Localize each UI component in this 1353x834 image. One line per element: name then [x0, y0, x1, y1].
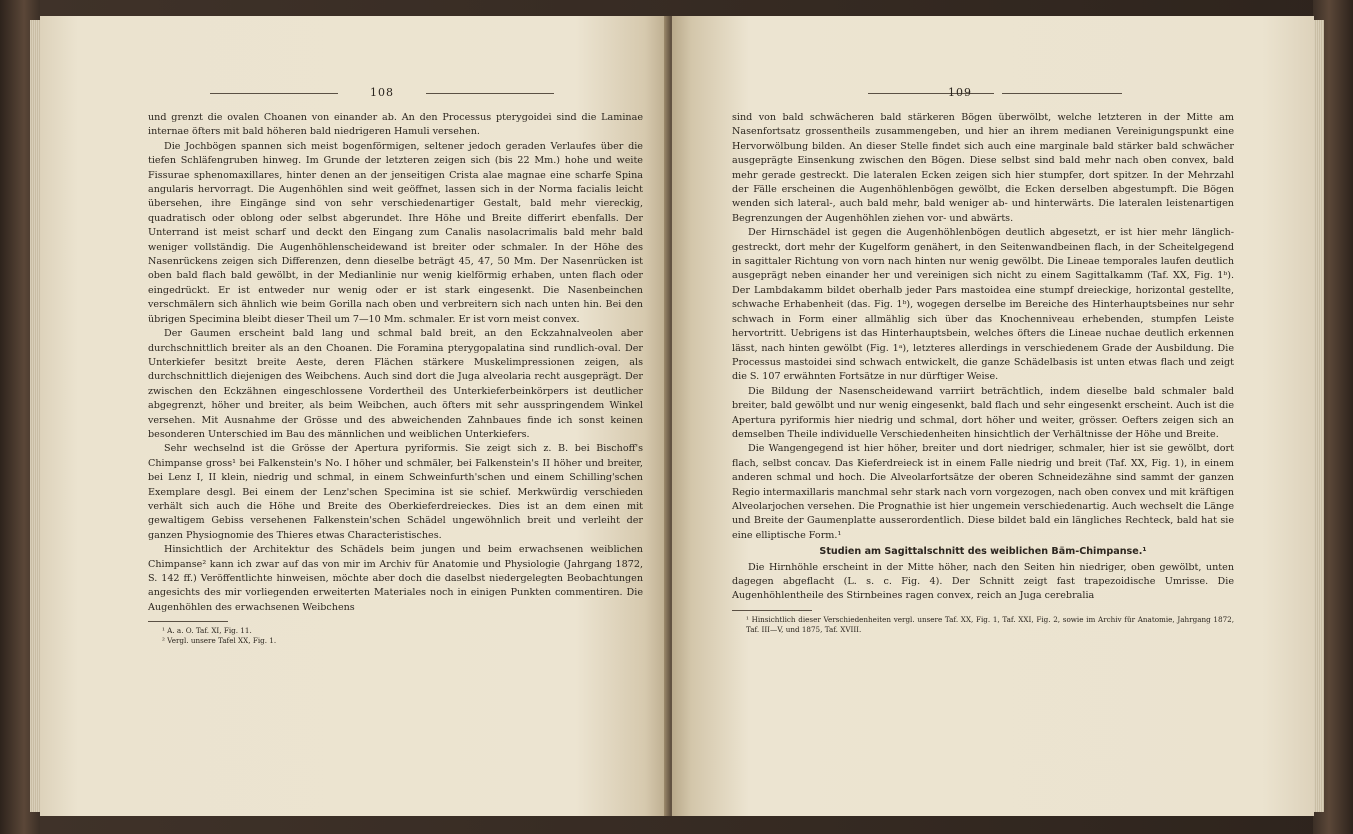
left-text-block [148, 111, 643, 646]
paragraph: Die Wangengegend ist hier höher, breiter und dort niedriger, schmaler, hier ist sie gewölbt, dort flach, selbst concav. Das Kieferdreieck ist in einem Falle niedrig und breit (Taf. XX, Fig. 1), in einem anderen schmal und hoch. Die Alveolarfortsätze der oberen Schneidezähne sind sammt der ganzen Regio intermaxillaris manchmal sehr stark nach vorn vorgezogen, nach oben convex und mit kräftigen Alveolarjochen versehen. Die Prognathie ist hier ungemein verschiedenartig. Auch wechselt die Länge und Breite der Gaumenplatte ausserordentlich. Diese bildet bald ein längliches Rechteck, bald hat sie eine elliptische Form.¹ [732, 443, 1234, 541]
paragraph: sind von bald schwächeren bald stärkeren Bögen überwölbt, welche letzteren in der Mitte am Nasenfortsatz grossentheils zusammengeben, und hier an ihrem medianen Vereinigungspunkt eine Hervorwölbung bilden. An dieser Stelle findet sich auch eine marginale bald stärker bald schwächer ausgeprägte Einsenkung zwischen den Bögen. Diese selbst sind bald mehr nach oben convex, bald mehr gerade gestreckt. Die lateralen Ecken zeigen sich hier stumpfer, dort spitzer. In der Mehrzahl der Fälle erscheinen die Augenhöhlenbögen gewölbt, die Ecken derselben abgestumpft. Die Bögen wenden sich lateral-, auch bald mehr, bald weniger ab- und hinterwärts. Die lateralen leistenartigen Begrenzungen der Augenhöhlen ziehen vor- und abwärts. [732, 112, 1234, 224]
paragraph: Die Hirnhöhle erscheint in der Mitte höher, nach den Seiten hin niedriger, oben gewölbt, unten dagegen abgeflacht (L. s. c. Fig. 4). Der Schnitt zeigt fast trapezoidische Umrisse. Die Augenhöhlentheile des Stirnbeines ragen convex, reich an Juga cerebralia [732, 561, 1234, 602]
page-number-rule-right [1002, 93, 1122, 94]
footnote-rule [148, 621, 228, 622]
footnotes-left [148, 626, 643, 646]
paragraph: Sehr wechselnd ist die Grösse der Apertura pyriformis. Sie zeigt sich z. B. bei Bischoff's Chimpanse gross¹ bei Falkenstein's No. I höher und schmäler, bei Falkenstein's II höher und breiter, bei Lenz I, II klein, niedrig und schmal, in einem Schweinfurth'schen und einem Schilling'schen Exemplare desgl. Bei einem der Lenz'schen Specimina ist sie schief. Merkwürdig verschieden verhält sich auch die Höhe und Breite des Oberkieferdreieckes. Dies ist an dem einen mit gewaltigem Gebiss versehenen Falkenstein'schen Schädel ungewöhnlich breit und verleiht der ganzen Physiognomie des Thieres etwas Characteristisches. [148, 443, 643, 541]
page-number-right: 109 [948, 86, 972, 99]
footnote: ¹ Hinsichtlich dieser Verschiedenheiten vergl. unsere Taf. XX, Fig. 1, Taf. XXI, Fig. 2, sowie im Archiv für Anatomie, Jahrgang 1872, Taf. III—V, und 1875, Taf. XVIII. [746, 614, 1234, 634]
right-page [672, 16, 1314, 816]
paragraph: Die Bildung der Nasenscheidewand varriirt beträchtlich, indem dieselbe bald schmaler bald breiter, bald gewölbt und nur wenig eingesenkt, bald flach und sehr eingesenkt erscheint. Auch ist die Apertura pyriformis hier niedrig und schmal, dort höher und weiter, grösser. Oefters zeigen sich an demselben Theile individuelle Verschiedenheiten hinsichtlich der Verhältnisse der Höhe und Breite. [732, 385, 1234, 440]
paragraph: Hinsichtlich der Architektur des Schädels beim jungen und beim erwachsenen weiblichen Chimpanse² kann ich zwar auf das von mir im Archiv für Anatomie und Physiologie (Jahrgang 1872, S. 142 ff.) Veröffentlichte hinweisen, möchte aber doch die daselbst niedergelegten Beobachtungen angesichts des mir vorliegenden erweiterten Materiales noch in einigen Punkten commentiren. Die Augenhöhlen des erwachsenen Weibchens [148, 544, 643, 613]
page-number-rule-right [426, 93, 554, 94]
paragraph: Der Hirnschädel ist gegen die Augenhöhlenbögen deutlich abgesetzt, er ist hier mehr länglich-gestreckt, dort mehr der Kugelform genähert, in den Seitenwandbeinen flach, in der Scheitelgegend in sagittaler Richtung von vorn nach hinten nur wenig gewölbt. Die Lineae temporales laufen deutlich ausgeprägt neben einander her und vereinigen sich nicht zu einem Sagittalkamm (Taf. XX, Fig. 1ᵇ). Der Lambdakamm bildet oberhalb jeder Pars mastoidea eine stumpf dreieckige, horizontal gestellte, schwache Erhabenheit (das. Fig. 1ᵇ), wogegen derselbe im Bereiche des Hinterhauptsbeines nur sehr schwach in Form einer allmählig sich über das Knochenniveau erhebenden, stumpfen Leiste hervortritt. Uebrigens ist das Hinterhauptsbein, welches öfters die Lineae nuchae deutlich erkennen lässt, nach hinten gewölbt (Fig. 1ᵃ), letzteres allerdings in verschiedenem Grade der Ausbildung. Die Processus mastoidei sind schwach entwickelt, die ganze Schädelbasis ist unten etwas flach und zeigt die S. 107 erwähnten Fortsätze in nur dürftiger Weise. [732, 227, 1234, 383]
section-heading: Studien am Sagittalschnitt des weiblichen Bäm-Chimpanse.¹ [819, 546, 1147, 558]
paragraph: und grenzt die ovalen Choanen von einander ab. An den Processus pterygoidei sind die Laminae internae öfters mit bald höheren bald niedrigeren Hamuli versehen. [148, 112, 643, 138]
footnote: ² Vergl. unsere Tafel XX, Fig. 1. [162, 636, 277, 646]
page-number-left: 108 [370, 86, 394, 99]
page-number-rule-left [210, 93, 338, 94]
footnote-rule [732, 610, 812, 611]
footnote: ¹ A. a. O. Taf. XI, Fig. 11. [162, 626, 252, 636]
left-page [40, 16, 670, 816]
right-text-block [732, 111, 1234, 635]
footnotes-right [732, 615, 1234, 635]
paragraph: Der Gaumen erscheint bald lang und schmal bald breit, an den Eckzahnalveolen aber durchschnittlich breiter als an den Choanen. Die Foramina pterygopalatina sind rundlich-oval. Der Unterkiefer besitzt breite Aeste, deren Flächen stärkere Muskelimpressionen zeigen, als durchschnittlich diejenigen des Weibchens. Auch sind dort die Juga alveolaria recht ausgeprägt. Der zwischen den Eckzähnen eingeschlossene Vordertheil des Unterkieferbeinkörpers ist deutlicher abgegrenzt, höher und breiter, als beim Weibchen, auch öfters mit sehr ausspringendem Winkel versehen. Mit Ausnahme der Grösse und des abweichenden Zahnbaues finde ich sonst keinen besonderen Unterschied im Bau des männlichen und weiblichen Unterkiefers. [148, 328, 643, 440]
paragraph: Die Jochbögen spannen sich meist bogenförmigen, seltener jedoch geraden Verlaufes über die tiefen Schläfengruben hinweg. Im Grunde der letzteren zeigen sich (bis 22 Mm.) hohe und weite Fissurae sphenomaxillares, hinter denen an der jenseitigen Crista alae magnae eine scharfe Spina angularis hervorragt. Die Augenhöhlen sind weit geöffnet, lassen sich in der Norma facialis leicht übersehen, ihre Eingänge sind von sehr verschiedenartiger Gestalt, bald mehr viereckig, quadratisch oder oblong oder selbst abgerundet. Ihre Höhe und Breite differirt ebenfalls. Der Unterrand ist meist scharf und deckt den Eingang zum Canalis nasolacrimalis bald mehr bald weniger vollständig. Die Augenhöhlenscheidewand ist breiter oder schmaler. In der Höhe des Nasenrückens zeigen sich Differenzen, denn dieselbe beträgt 45, 47, 50 Mm. Der Nasenrücken ist oben bald flach bald gewölbt, in der Medianlinie nur wenig kielförmig erhaben, unten flach oder eingedrückt. Er ist entweder nur wenig oder er ist stark eingesenkt. Die Nasenbeinchen verschmälern sich ähnlich wie beim Gorilla nach oben und verbreitern sich nach unten hin. Bei den übrigen Specimina bleibt dieser Theil um 7—10 Mm. schmaler. Er ist vorn meist convex. [148, 140, 643, 325]
